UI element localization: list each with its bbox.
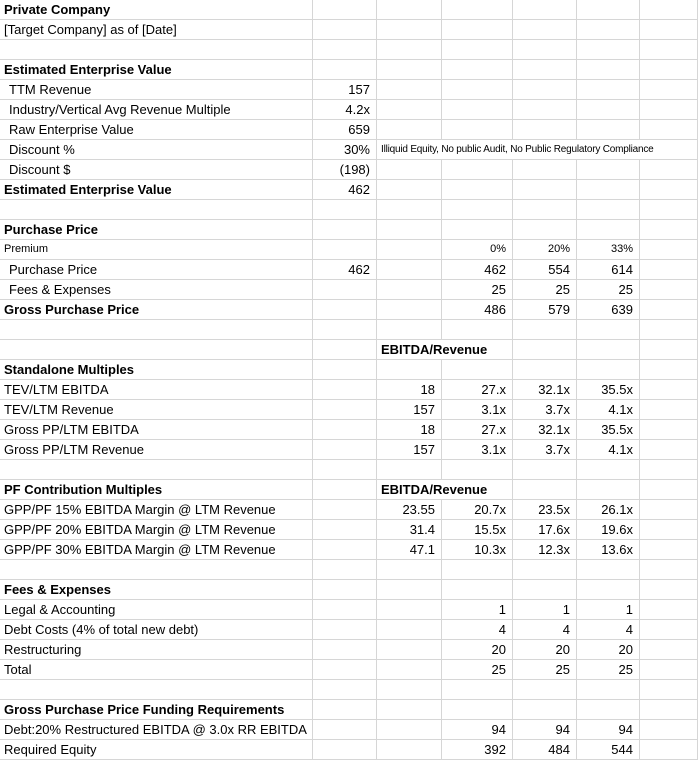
- cell-d1[interactable]: [442, 0, 513, 20]
- cell-f10[interactable]: [577, 180, 640, 200]
- cell-b36[interactable]: [313, 700, 377, 720]
- cell-b21[interactable]: [313, 400, 377, 420]
- cell-c36[interactable]: [377, 700, 442, 720]
- cell-b37[interactable]: [313, 720, 377, 740]
- cell-c30[interactable]: [377, 580, 442, 600]
- cell-e38[interactable]: 484: [513, 740, 577, 760]
- table-row: [0, 640, 699, 660]
- cell-c22[interactable]: 18: [377, 420, 442, 440]
- cell-a3[interactable]: [0, 40, 313, 60]
- cell-g14[interactable]: [640, 260, 698, 280]
- cell-g32[interactable]: [640, 620, 698, 640]
- cell-a14[interactable]: Purchase Price: [0, 260, 313, 280]
- table-row: [0, 360, 699, 380]
- cell-a11[interactable]: [0, 200, 313, 220]
- cell-f34[interactable]: 25: [577, 660, 640, 680]
- cell-f25[interactable]: [577, 480, 640, 500]
- cell-d23[interactable]: 3.1x: [442, 440, 513, 460]
- cell-a12[interactable]: Purchase Price: [0, 220, 313, 240]
- cell-f36[interactable]: [577, 700, 640, 720]
- cell-c34[interactable]: [377, 660, 442, 680]
- cell-a25[interactable]: PF Contribution Multiples: [0, 480, 313, 500]
- table-row: [0, 560, 699, 580]
- cell-e20[interactable]: 32.1x: [513, 380, 577, 400]
- cell-b26[interactable]: [313, 500, 377, 520]
- table-row: [0, 300, 699, 320]
- cell-g36[interactable]: [640, 700, 698, 720]
- cell-d32[interactable]: 4: [442, 620, 513, 640]
- cell-d2[interactable]: [442, 20, 513, 40]
- cell-e12[interactable]: [513, 220, 577, 240]
- cell-a6[interactable]: Industry/Vertical Avg Revenue Multiple: [0, 100, 313, 120]
- cell-a19[interactable]: Standalone Multiples: [0, 360, 313, 380]
- cell-c33[interactable]: [377, 640, 442, 660]
- cell-c7[interactable]: [377, 120, 442, 140]
- cell-d27[interactable]: 15.5x: [442, 520, 513, 540]
- table-row: [0, 100, 699, 120]
- cell-c14[interactable]: [377, 260, 442, 280]
- cell-g27[interactable]: [640, 520, 698, 540]
- cell-g18[interactable]: [640, 340, 698, 360]
- table-row: [0, 720, 699, 740]
- cell-a16[interactable]: Gross Purchase Price: [0, 300, 313, 320]
- table-row: [0, 380, 699, 400]
- cell-a32[interactable]: Debt Costs (4% of total new debt): [0, 620, 313, 640]
- table-row: [0, 520, 699, 540]
- cell-g34[interactable]: [640, 660, 698, 680]
- cell-d29[interactable]: [442, 560, 513, 580]
- cell-b31[interactable]: [313, 600, 377, 620]
- cell-e30[interactable]: [513, 580, 577, 600]
- table-row: [0, 80, 699, 100]
- cell-b33[interactable]: [313, 640, 377, 660]
- cell-c28[interactable]: 47.1: [377, 540, 442, 560]
- cell-f1[interactable]: [577, 0, 640, 20]
- cell-e9[interactable]: [513, 160, 577, 180]
- cell-b14[interactable]: 462: [313, 260, 377, 280]
- cell-c1[interactable]: [377, 0, 442, 20]
- table-row: [0, 340, 699, 360]
- cell-d37[interactable]: 94: [442, 720, 513, 740]
- cell-c16[interactable]: [377, 300, 442, 320]
- cell-a7[interactable]: Raw Enterprise Value: [0, 120, 313, 140]
- cell-b22[interactable]: [313, 420, 377, 440]
- cell-d12[interactable]: [442, 220, 513, 240]
- cell-c6[interactable]: [377, 100, 442, 120]
- cell-a27[interactable]: GPP/PF 20% EBITDA Margin @ LTM Revenue: [0, 520, 313, 540]
- cell-e35[interactable]: [513, 680, 577, 700]
- cell-c26[interactable]: 23.55: [377, 500, 442, 520]
- cell-e5[interactable]: [513, 80, 577, 100]
- cell-g24[interactable]: [640, 460, 698, 480]
- cell-g21[interactable]: [640, 400, 698, 420]
- cell-f38[interactable]: 544: [577, 740, 640, 760]
- cell-g30[interactable]: [640, 580, 698, 600]
- cell-f31[interactable]: 1: [577, 600, 640, 620]
- cell-f35[interactable]: [577, 680, 640, 700]
- cell-g11[interactable]: [640, 200, 698, 220]
- cell-f33[interactable]: 20: [577, 640, 640, 660]
- cell-f24[interactable]: [577, 460, 640, 480]
- table-row: [0, 600, 699, 620]
- cell-f22[interactable]: 35.5x: [577, 420, 640, 440]
- cell-f18[interactable]: [577, 340, 640, 360]
- cell-g2[interactable]: [640, 20, 698, 40]
- table-row: [0, 660, 699, 680]
- cell-c4[interactable]: [377, 60, 442, 80]
- cell-e34[interactable]: 25: [513, 660, 577, 680]
- cell-b12[interactable]: [313, 220, 377, 240]
- table-row: [0, 320, 699, 340]
- cell-g31[interactable]: [640, 600, 698, 620]
- cell-g17[interactable]: [640, 320, 698, 340]
- cell-a34[interactable]: Total: [0, 660, 313, 680]
- cell-f32[interactable]: 4: [577, 620, 640, 640]
- cell-d30[interactable]: [442, 580, 513, 600]
- cell-c20[interactable]: 18: [377, 380, 442, 400]
- cell-f13[interactable]: 33%: [577, 240, 640, 260]
- cell-c19[interactable]: [377, 360, 442, 380]
- cell-a9[interactable]: Discount $: [0, 160, 313, 180]
- cell-d10[interactable]: [442, 180, 513, 200]
- cell-g35[interactable]: [640, 680, 698, 700]
- cell-g1[interactable]: [640, 0, 698, 20]
- cell-d4[interactable]: [442, 60, 513, 80]
- cell-b8[interactable]: 30%: [313, 140, 377, 160]
- cell-c17[interactable]: [377, 320, 442, 340]
- cell-a29[interactable]: [0, 560, 313, 580]
- cell-a28[interactable]: GPP/PF 30% EBITDA Margin @ LTM Revenue: [0, 540, 313, 560]
- cell-b4[interactable]: [313, 60, 377, 80]
- cell-g15[interactable]: [640, 280, 698, 300]
- cell-e18[interactable]: [513, 340, 577, 360]
- cell-e13[interactable]: 20%: [513, 240, 577, 260]
- cell-d33[interactable]: 20: [442, 640, 513, 660]
- cell-e7[interactable]: [513, 120, 577, 140]
- cell-b1[interactable]: [313, 0, 377, 20]
- cell-e15[interactable]: 25: [513, 280, 577, 300]
- cell-a33[interactable]: Restructuring: [0, 640, 313, 660]
- cell-e11[interactable]: [513, 200, 577, 220]
- cell-a10[interactable]: Estimated Enterprise Value: [0, 180, 313, 200]
- table-row: [0, 500, 699, 520]
- cell-f37[interactable]: 94: [577, 720, 640, 740]
- cell-e27[interactable]: 17.6x: [513, 520, 577, 540]
- cell-g12[interactable]: [640, 220, 698, 240]
- cell-f6[interactable]: [577, 100, 640, 120]
- cell-e36[interactable]: [513, 700, 577, 720]
- cell-d21[interactable]: 3.1x: [442, 400, 513, 420]
- cell-f21[interactable]: 4.1x: [577, 400, 640, 420]
- cell-e17[interactable]: [513, 320, 577, 340]
- cell-g23[interactable]: [640, 440, 698, 460]
- cell-c37[interactable]: [377, 720, 442, 740]
- cell-c3[interactable]: [377, 40, 442, 60]
- cell-b2[interactable]: [313, 20, 377, 40]
- cell-b35[interactable]: [313, 680, 377, 700]
- cell-f15[interactable]: 25: [577, 280, 640, 300]
- cell-g37[interactable]: [640, 720, 698, 740]
- cell-e4[interactable]: [513, 60, 577, 80]
- cell-c27[interactable]: 31.4: [377, 520, 442, 540]
- cell-b7[interactable]: 659: [313, 120, 377, 140]
- cell-b28[interactable]: [313, 540, 377, 560]
- cell-a21[interactable]: TEV/LTM Revenue: [0, 400, 313, 420]
- cell-e31[interactable]: 1: [513, 600, 577, 620]
- cell-d26[interactable]: 20.7x: [442, 500, 513, 520]
- cell-a31[interactable]: Legal & Accounting: [0, 600, 313, 620]
- cell-c25[interactable]: EBITDA/Revenue: [377, 480, 513, 500]
- cell-g38[interactable]: [640, 740, 698, 760]
- cell-b30[interactable]: [313, 580, 377, 600]
- cell-d14[interactable]: 462: [442, 260, 513, 280]
- table-row: [0, 200, 699, 220]
- cell-g29[interactable]: [640, 560, 698, 580]
- cell-e26[interactable]: 23.5x: [513, 500, 577, 520]
- cell-b10[interactable]: 462: [313, 180, 377, 200]
- cell-f11[interactable]: [577, 200, 640, 220]
- table-row: [0, 480, 699, 500]
- cell-d35[interactable]: [442, 680, 513, 700]
- cell-d5[interactable]: [442, 80, 513, 100]
- cell-c12[interactable]: [377, 220, 442, 240]
- table-row: [0, 400, 699, 420]
- cell-g9[interactable]: [640, 160, 698, 180]
- cell-b32[interactable]: [313, 620, 377, 640]
- cell-e29[interactable]: [513, 560, 577, 580]
- cell-c8[interactable]: Illiquid Equity, No public Audit, No Public Regulatory Compliance: [377, 140, 698, 160]
- table-row: [0, 160, 699, 180]
- cell-a17[interactable]: [0, 320, 313, 340]
- table-row: [0, 680, 699, 700]
- cell-d20[interactable]: 27.x: [442, 380, 513, 400]
- cell-f9[interactable]: [577, 160, 640, 180]
- cell-e3[interactable]: [513, 40, 577, 60]
- cell-e14[interactable]: 554: [513, 260, 577, 280]
- cell-f17[interactable]: [577, 320, 640, 340]
- table-row: [0, 460, 699, 480]
- cell-c31[interactable]: [377, 600, 442, 620]
- table-row: [0, 40, 699, 60]
- table-row: [0, 280, 699, 300]
- cell-c2[interactable]: [377, 20, 442, 40]
- cell-d24[interactable]: [442, 460, 513, 480]
- cell-b9[interactable]: (198): [313, 160, 377, 180]
- table-row: [0, 140, 699, 160]
- cell-c21[interactable]: 157: [377, 400, 442, 420]
- table-row: [0, 580, 699, 600]
- cell-f3[interactable]: [577, 40, 640, 60]
- cell-b15[interactable]: [313, 280, 377, 300]
- cell-f16[interactable]: 639: [577, 300, 640, 320]
- cell-g10[interactable]: [640, 180, 698, 200]
- cell-f27[interactable]: 19.6x: [577, 520, 640, 540]
- cell-d11[interactable]: [442, 200, 513, 220]
- cell-b34[interactable]: [313, 660, 377, 680]
- cell-b27[interactable]: [313, 520, 377, 540]
- table-row: [0, 120, 699, 140]
- cell-d16[interactable]: 486: [442, 300, 513, 320]
- cell-f12[interactable]: [577, 220, 640, 240]
- cell-b18[interactable]: [313, 340, 377, 360]
- cell-d19[interactable]: [442, 360, 513, 380]
- cell-e24[interactable]: [513, 460, 577, 480]
- cell-c35[interactable]: [377, 680, 442, 700]
- cell-f4[interactable]: [577, 60, 640, 80]
- cell-g20[interactable]: [640, 380, 698, 400]
- cell-a18[interactable]: [0, 340, 313, 360]
- cell-f7[interactable]: [577, 120, 640, 140]
- table-row: [0, 740, 699, 760]
- cell-e37[interactable]: 94: [513, 720, 577, 740]
- cell-d22[interactable]: 27.x: [442, 420, 513, 440]
- cell-a1[interactable]: Private Company: [0, 0, 313, 20]
- cell-c9[interactable]: [377, 160, 442, 180]
- cell-g5[interactable]: [640, 80, 698, 100]
- cell-a24[interactable]: [0, 460, 313, 480]
- cell-a15[interactable]: Fees & Expenses: [0, 280, 313, 300]
- cell-d3[interactable]: [442, 40, 513, 60]
- table-row: [0, 620, 699, 640]
- cell-b16[interactable]: [313, 300, 377, 320]
- table-row: [0, 60, 699, 80]
- cell-e2[interactable]: [513, 20, 577, 40]
- cell-b23[interactable]: [313, 440, 377, 460]
- cell-d9[interactable]: [442, 160, 513, 180]
- table-row: [0, 20, 699, 40]
- table-row: [0, 440, 699, 460]
- cell-g16[interactable]: [640, 300, 698, 320]
- cell-a8[interactable]: Discount %: [0, 140, 313, 160]
- cell-d6[interactable]: [442, 100, 513, 120]
- cell-c32[interactable]: [377, 620, 442, 640]
- cell-f14[interactable]: 614: [577, 260, 640, 280]
- cell-d38[interactable]: 392: [442, 740, 513, 760]
- cell-a23[interactable]: Gross PP/LTM Revenue: [0, 440, 313, 460]
- cell-f28[interactable]: 13.6x: [577, 540, 640, 560]
- cell-a26[interactable]: GPP/PF 15% EBITDA Margin @ LTM Revenue: [0, 500, 313, 520]
- cell-f29[interactable]: [577, 560, 640, 580]
- cell-b5[interactable]: 157: [313, 80, 377, 100]
- cell-g3[interactable]: [640, 40, 698, 60]
- cell-e1[interactable]: [513, 0, 577, 20]
- cell-d31[interactable]: 1: [442, 600, 513, 620]
- cell-e6[interactable]: [513, 100, 577, 120]
- cell-a35[interactable]: [0, 680, 313, 700]
- cell-d36[interactable]: [442, 700, 513, 720]
- cell-e22[interactable]: 32.1x: [513, 420, 577, 440]
- cell-e28[interactable]: 12.3x: [513, 540, 577, 560]
- cell-g7[interactable]: [640, 120, 698, 140]
- cell-f30[interactable]: [577, 580, 640, 600]
- table-row: [0, 240, 699, 260]
- table-row: [0, 540, 699, 560]
- cell-g26[interactable]: [640, 500, 698, 520]
- table-row: [0, 180, 699, 200]
- cell-b3[interactable]: [313, 40, 377, 60]
- cell-b20[interactable]: [313, 380, 377, 400]
- cell-c5[interactable]: [377, 80, 442, 100]
- cell-a13[interactable]: Premium: [0, 240, 313, 260]
- cell-g19[interactable]: [640, 360, 698, 380]
- cell-b19[interactable]: [313, 360, 377, 380]
- cell-f19[interactable]: [577, 360, 640, 380]
- cell-f5[interactable]: [577, 80, 640, 100]
- cell-e21[interactable]: 3.7x: [513, 400, 577, 420]
- cell-a20[interactable]: TEV/LTM EBITDA: [0, 380, 313, 400]
- cell-a37[interactable]: Debt:20% Restructured EBITDA @ 3.0x RR EBITDA: [0, 720, 313, 740]
- cell-f2[interactable]: [577, 20, 640, 40]
- cell-d17[interactable]: [442, 320, 513, 340]
- cell-a22[interactable]: Gross PP/LTM EBITDA: [0, 420, 313, 440]
- cell-f20[interactable]: 35.5x: [577, 380, 640, 400]
- cell-g6[interactable]: [640, 100, 698, 120]
- cell-e23[interactable]: 3.7x: [513, 440, 577, 460]
- table-row: [0, 420, 699, 440]
- cell-b38[interactable]: [313, 740, 377, 760]
- cell-a38[interactable]: Required Equity: [0, 740, 313, 760]
- cell-g4[interactable]: [640, 60, 698, 80]
- cell-a36[interactable]: Gross Purchase Price Funding Requirements: [0, 700, 313, 720]
- table-row: [0, 220, 699, 240]
- cell-g33[interactable]: [640, 640, 698, 660]
- cell-c24[interactable]: [377, 460, 442, 480]
- cell-b17[interactable]: [313, 320, 377, 340]
- cell-f23[interactable]: 4.1x: [577, 440, 640, 460]
- cell-c11[interactable]: [377, 200, 442, 220]
- cell-e32[interactable]: 4: [513, 620, 577, 640]
- cell-e10[interactable]: [513, 180, 577, 200]
- cell-c15[interactable]: [377, 280, 442, 300]
- cell-c13[interactable]: [377, 240, 442, 260]
- cell-a2[interactable]: [Target Company] as of [Date]: [0, 20, 313, 40]
- cell-b13[interactable]: [313, 240, 377, 260]
- cell-d7[interactable]: [442, 120, 513, 140]
- cell-g28[interactable]: [640, 540, 698, 560]
- cell-b6[interactable]: 4.2x: [313, 100, 377, 120]
- cell-e25[interactable]: [513, 480, 577, 500]
- cell-c10[interactable]: [377, 180, 442, 200]
- cell-c23[interactable]: 157: [377, 440, 442, 460]
- table-row: [0, 700, 699, 720]
- cell-d15[interactable]: 25: [442, 280, 513, 300]
- cell-d13[interactable]: 0%: [442, 240, 513, 260]
- cell-d34[interactable]: 25: [442, 660, 513, 680]
- table-row: [0, 260, 699, 280]
- cell-b25[interactable]: [313, 480, 377, 500]
- cell-c29[interactable]: [377, 560, 442, 580]
- cell-a5[interactable]: TTM Revenue: [0, 80, 313, 100]
- cell-e33[interactable]: 20: [513, 640, 577, 660]
- cell-b24[interactable]: [313, 460, 377, 480]
- table-row: [0, 0, 699, 20]
- cell-f26[interactable]: 26.1x: [577, 500, 640, 520]
- cell-g25[interactable]: [640, 480, 698, 500]
- cell-a30[interactable]: Fees & Expenses: [0, 580, 313, 600]
- cell-c38[interactable]: [377, 740, 442, 760]
- cell-g13[interactable]: [640, 240, 698, 260]
- cell-e16[interactable]: 579: [513, 300, 577, 320]
- cell-a4[interactable]: Estimated Enterprise Value: [0, 60, 313, 80]
- cell-g22[interactable]: [640, 420, 698, 440]
- cell-d28[interactable]: 10.3x: [442, 540, 513, 560]
- cell-c18[interactable]: EBITDA/Revenue: [377, 340, 513, 360]
- cell-b29[interactable]: [313, 560, 377, 580]
- cell-b11[interactable]: [313, 200, 377, 220]
- cell-e19[interactable]: [513, 360, 577, 380]
